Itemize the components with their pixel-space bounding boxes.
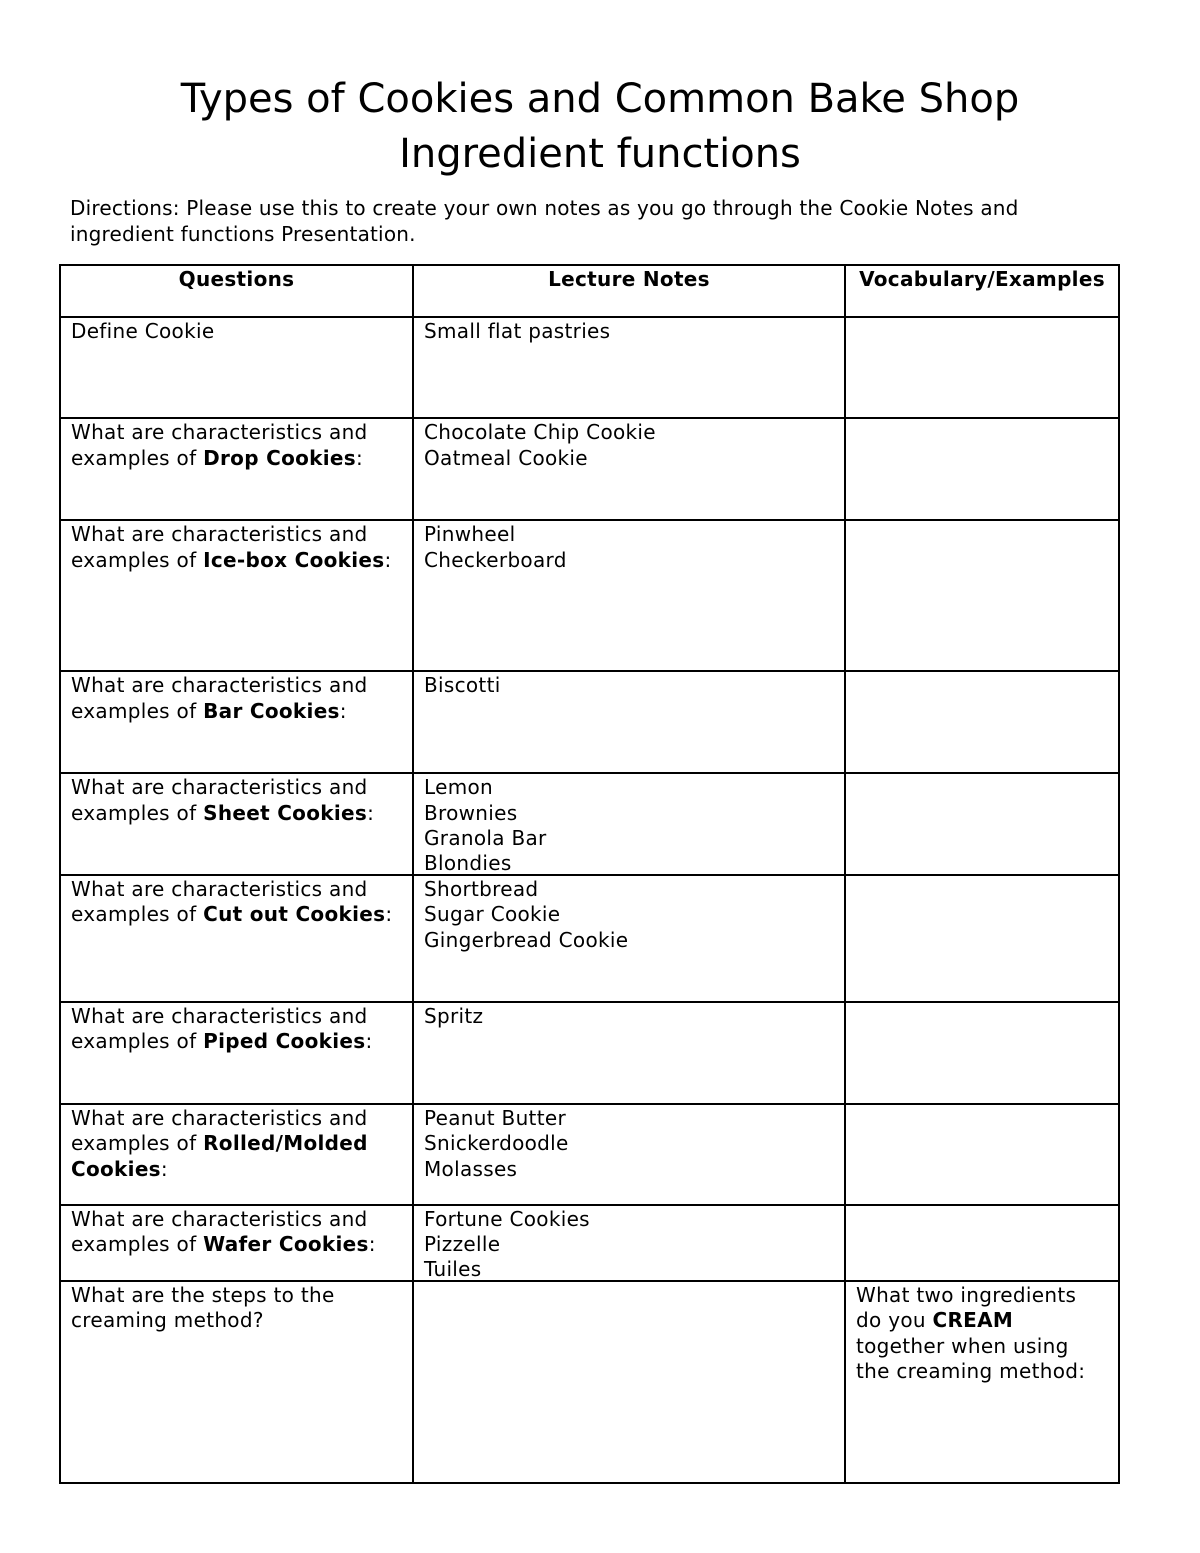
question-text: What are the steps to the creaming method?: [71, 1282, 335, 1332]
question-prefix: What are characteristics and examples of: [71, 522, 368, 572]
header-vocabulary: Vocabulary/Examples: [845, 265, 1119, 317]
notes-table: [59, 264, 1120, 1484]
vocabulary-cell: [845, 520, 1119, 671]
note-line: Brownies: [424, 800, 518, 825]
note-line: Chocolate Chip Cookie: [424, 420, 656, 444]
cookie-type: Bar Cookies: [203, 698, 340, 723]
note-line: Spritz: [424, 1003, 484, 1028]
table-row: [60, 773, 1119, 875]
vocabulary-cell: [845, 1104, 1119, 1205]
table-row: [60, 317, 1119, 418]
cookie-type: Sheet Cookies: [203, 800, 368, 825]
note-line: Oatmeal Cookie: [424, 445, 588, 470]
title-line-2: Ingredient functions: [399, 131, 801, 177]
table-header-row: [60, 265, 1119, 317]
note-line: Fortune Cookies: [424, 1206, 590, 1231]
question-prefix: What are characteristics and examples of: [71, 673, 368, 723]
lecture-notes-cell: [413, 1002, 845, 1104]
vocabulary-cell: [845, 1205, 1119, 1281]
lecture-notes-cell: [413, 1104, 845, 1205]
cookie-type: Ice-box Cookies: [203, 547, 385, 572]
vocabulary-cell: [845, 875, 1119, 1002]
question-suffix: :: [368, 1232, 376, 1256]
question-prefix: What are characteristics and examples of: [71, 876, 368, 926]
header-questions: Questions: [60, 265, 413, 317]
question-cell: [60, 1002, 413, 1104]
lecture-notes-cell: [413, 317, 845, 418]
vocab-emphasis: CREAM: [932, 1308, 1014, 1332]
note-line: Biscotti: [424, 673, 501, 697]
vocabulary-cell: [845, 1002, 1119, 1104]
question-suffix: :: [367, 800, 375, 825]
table-row: [60, 520, 1119, 671]
cookie-type: Piped Cookies: [203, 1029, 366, 1053]
note-line: Pinwheel: [424, 522, 516, 546]
question-cell: [60, 671, 413, 773]
note-line: Pizzelle: [424, 1232, 501, 1256]
question-suffix: :: [339, 698, 347, 723]
question-cell: [60, 418, 413, 520]
question-cell: [60, 773, 413, 875]
question-suffix: :: [160, 1156, 168, 1181]
cookie-type: Wafer Cookies: [203, 1232, 369, 1256]
lecture-notes-cell: [413, 418, 845, 520]
cookie-type: Drop Cookies: [203, 445, 356, 470]
vocabulary-cell: [845, 418, 1119, 520]
note-line: Snickerdoodle: [424, 1131, 569, 1155]
question-cell: [60, 1104, 413, 1205]
note-line: Small flat pastries: [424, 319, 611, 343]
vocab-suffix: together when using the creaming method:: [856, 1333, 1086, 1383]
note-line: Gingerbread Cookie: [424, 927, 629, 952]
table-row: [60, 1205, 1119, 1281]
lecture-notes-cell: [413, 520, 845, 671]
header-lecture-notes: Lecture Notes: [413, 265, 845, 317]
lecture-notes-cell: [413, 773, 845, 875]
vocabulary-cell: [845, 1281, 1119, 1483]
table-row: [60, 671, 1119, 773]
note-line: Molasses: [424, 1156, 518, 1181]
lecture-notes-cell: [413, 1281, 845, 1483]
table-row: [60, 418, 1119, 520]
note-line: Blondies: [424, 850, 512, 875]
table-row: [60, 875, 1119, 1002]
cookie-type: Cut out Cookies: [203, 902, 386, 926]
note-line: Peanut Butter: [424, 1105, 566, 1130]
lecture-notes-cell: [413, 875, 845, 1002]
table-row: [60, 1002, 1119, 1104]
question-text: Define Cookie: [71, 319, 215, 343]
question-cell: [60, 875, 413, 1002]
note-line: Lemon: [424, 775, 493, 799]
lecture-notes-cell: [413, 671, 845, 773]
vocabulary-cell: [845, 671, 1119, 773]
question-suffix: :: [355, 445, 364, 470]
question-suffix: :: [384, 547, 392, 572]
page-title: [0, 72, 1200, 182]
question-prefix: What are characteristics and examples of: [71, 775, 368, 825]
lecture-notes-cell: [413, 1205, 845, 1281]
question-suffix: :: [385, 902, 393, 926]
title-line-1: Types of Cookies and Common Bake Shop: [180, 76, 1020, 122]
note-line: Checkerboard: [424, 547, 567, 572]
question-suffix: :: [365, 1029, 373, 1053]
vocabulary-cell: [845, 773, 1119, 875]
question-prefix: What are characteristics and examples of: [71, 1105, 368, 1155]
table-row: [60, 1104, 1119, 1205]
question-prefix: What are characteristics and examples of: [71, 1003, 368, 1053]
note-line: Sugar Cookie: [424, 902, 561, 926]
note-line: Shortbread: [424, 876, 539, 901]
question-cell: [60, 1281, 413, 1483]
vocab-prefix: What two ingredients do you: [856, 1282, 1077, 1332]
question-cell: [60, 1205, 413, 1281]
table-row: [60, 1281, 1119, 1483]
note-line: Tuiles: [424, 1256, 482, 1281]
cookie-type: Rolled/Molded Cookies: [71, 1131, 368, 1181]
note-line: Granola Bar: [424, 826, 547, 850]
question-cell: [60, 520, 413, 671]
vocabulary-cell: [845, 317, 1119, 418]
question-cell: [60, 317, 413, 418]
question-prefix: What are characteristics and examples of: [71, 420, 368, 470]
question-prefix: What are characteristics and examples of: [71, 1206, 368, 1256]
directions-text: Directions: Please use this to create your own notes as you go through the Cookie Notes and ingredient functions Presentation.: [70, 196, 1019, 246]
